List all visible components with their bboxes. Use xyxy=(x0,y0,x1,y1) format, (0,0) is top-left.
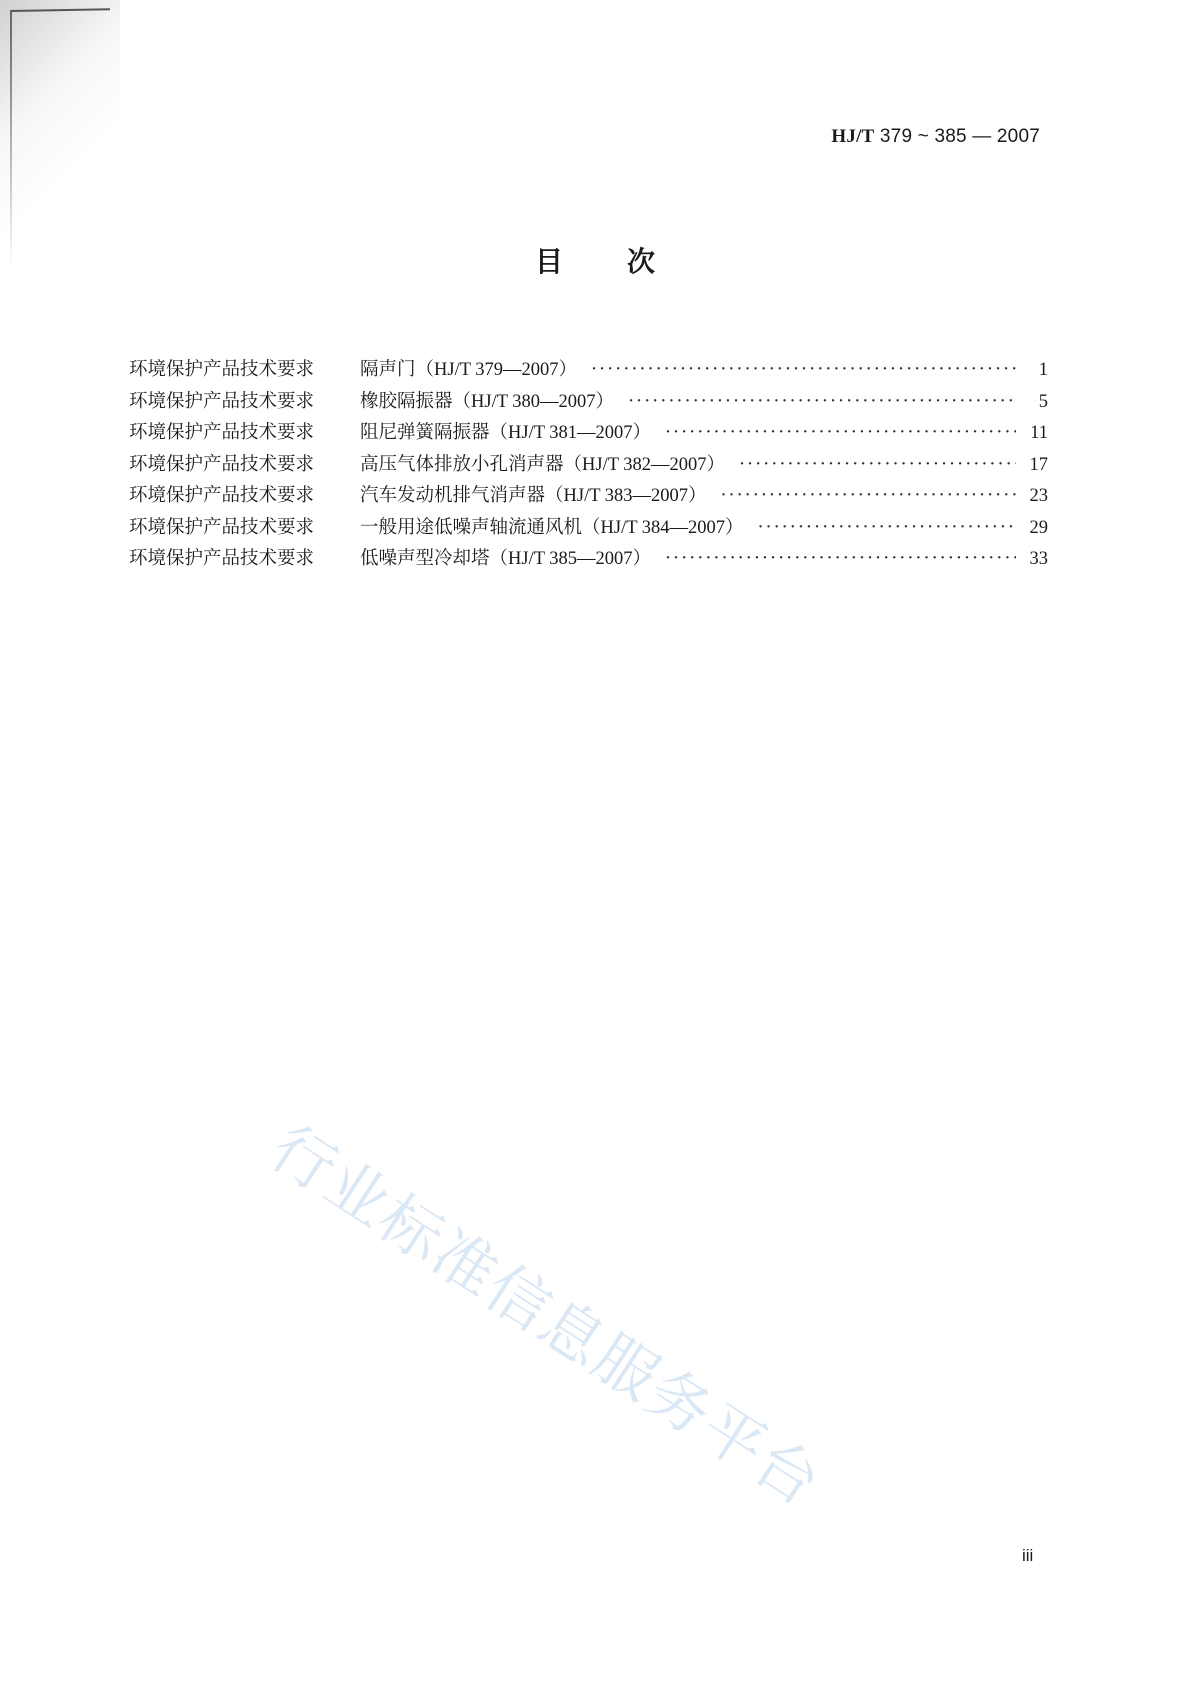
toc-entry-code: （HJ/T 380—2007） xyxy=(452,391,615,412)
toc-title: 目次 xyxy=(534,245,719,278)
dot-leader xyxy=(628,391,1016,412)
toc-entry[interactable] xyxy=(129,481,1048,513)
dot-leader xyxy=(739,454,1016,475)
toc-entry-code: （HJ/T 385—2007） xyxy=(489,549,652,569)
toc-entry-page: 29 xyxy=(1029,517,1048,538)
toc-entry-code: （HJ/T 379—2007） xyxy=(415,360,578,380)
scan-side-edge xyxy=(10,10,12,270)
toc-entry-code: （HJ/T 383—2007） xyxy=(545,486,707,506)
watermark: 行业标准信息服务平台 xyxy=(258,1110,835,1521)
dot-leader xyxy=(665,548,1016,569)
toc-entry-prefix: 环境保护产品技术要求 xyxy=(129,453,315,475)
standard-range: 379 ~ 385 — 2007 xyxy=(879,126,1040,147)
toc-entry-code: （HJ/T 384—2007） xyxy=(582,517,744,538)
toc-entry-prefix: 环境保护产品技术要求 xyxy=(129,485,315,506)
dot-leader xyxy=(665,422,1016,443)
toc-entry-name: 阻尼弹簧隔振器 xyxy=(360,422,490,443)
toc-entry-page: 1 xyxy=(1038,360,1048,380)
toc-entry-code: （HJ/T 381—2007） xyxy=(489,423,652,443)
toc-entry-name: 一般用途低噪声轴流通风机 xyxy=(360,516,583,538)
toc-entry-code: （HJ/T 382—2007） xyxy=(563,454,726,475)
toc-entry-prefix: 环境保护产品技术要求 xyxy=(129,359,315,380)
toc-entry-page: 23 xyxy=(1029,486,1048,506)
toc-entry-name: 低噪声型冷却塔 xyxy=(360,548,490,569)
toc-entry-prefix: 环境保护产品技术要求 xyxy=(129,422,315,443)
toc-entry-name: 橡胶隔振器 xyxy=(360,390,453,412)
toc-entry-page: 5 xyxy=(1038,391,1048,412)
toc-entry-name: 隔声门 xyxy=(360,359,416,380)
toc-entry-name: 汽车发动机排气消声器 xyxy=(360,485,546,506)
toc-entry[interactable] xyxy=(129,450,1048,482)
toc-entry-prefix: 环境保护产品技术要求 xyxy=(129,548,315,569)
standard-number xyxy=(831,126,1040,148)
toc-entry-name: 高压气体排放小孔消声器 xyxy=(360,453,564,475)
dot-leader xyxy=(721,485,1016,506)
dot-leader xyxy=(758,517,1016,538)
dot-leader xyxy=(591,359,1016,380)
toc-entry-prefix: 环境保护产品技术要求 xyxy=(129,390,315,412)
toc-entry-page: 17 xyxy=(1029,454,1048,475)
toc-entry-page: 11 xyxy=(1030,423,1048,443)
toc-entry-prefix: 环境保护产品技术要求 xyxy=(129,516,315,538)
toc-entry[interactable] xyxy=(129,418,1048,450)
toc-entry-page: 33 xyxy=(1029,549,1048,569)
standard-prefix: HJ/T xyxy=(831,126,875,147)
toc-entry[interactable] xyxy=(129,355,1048,387)
toc-entry[interactable] xyxy=(129,544,1048,576)
scan-corner-shadow xyxy=(0,0,120,280)
toc-entry[interactable] xyxy=(129,387,1048,419)
table-of-contents xyxy=(129,355,1048,576)
page-number: iii xyxy=(1022,1546,1034,1565)
toc-entry[interactable] xyxy=(129,513,1048,545)
